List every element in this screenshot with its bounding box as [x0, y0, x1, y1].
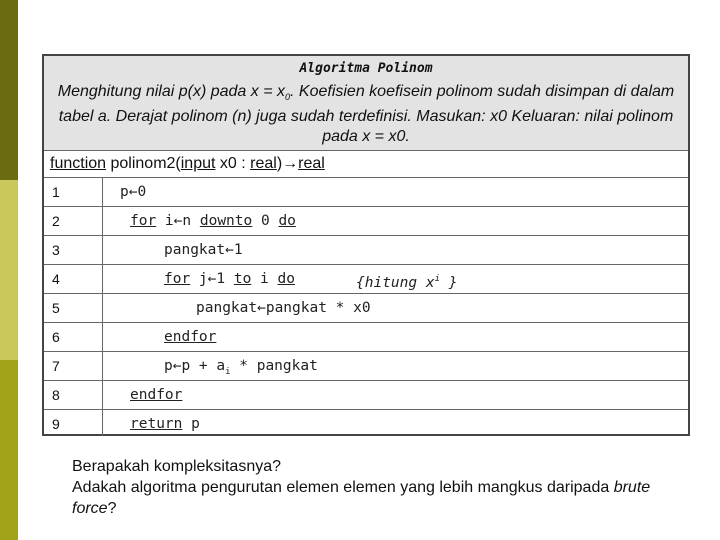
sidebar-block-top — [0, 0, 18, 180]
code-comment — [356, 265, 457, 297]
keyword-to: to — [233, 271, 252, 287]
function-name: polinom2( — [106, 155, 181, 172]
code-row — [44, 410, 688, 439]
code-subscript: i — [225, 366, 231, 377]
keyword-real-return: real — [298, 155, 325, 172]
sidebar-block-bottom — [0, 360, 18, 540]
code-text: pangkat←pangkat * x0 — [196, 300, 371, 316]
param-text: x0 : — [215, 155, 251, 172]
line-number: 3 — [52, 242, 60, 258]
return-arrow: )→ — [276, 155, 299, 172]
code-segment: i — [251, 271, 278, 287]
keyword-input: input — [180, 155, 216, 172]
code-row — [44, 352, 688, 381]
code-segment: i←n — [156, 213, 200, 229]
keyword-for: for — [130, 213, 157, 229]
question-complexity: Berapakah kompleksitasnya? — [72, 458, 282, 475]
line-number: 7 — [52, 358, 60, 374]
line-number: 5 — [52, 300, 60, 316]
code-text — [130, 410, 200, 438]
code-row — [44, 207, 688, 236]
code-text — [164, 265, 295, 293]
code-segment: * pangkat — [230, 358, 318, 374]
code-text: p←0 — [120, 184, 147, 200]
code-segment: j←1 — [190, 271, 234, 287]
sidebar-block-middle — [0, 180, 18, 360]
line-number: 9 — [52, 416, 60, 432]
description-part-1: Menghitung nilai p(x) pada x = x — [57, 83, 285, 100]
question-mark: ? — [107, 500, 117, 517]
keyword-do: do — [278, 213, 296, 229]
keyword-return: return — [130, 416, 183, 432]
code-text: pangkat←1 — [164, 242, 243, 258]
keyword-real-param: real — [250, 155, 277, 172]
code-row — [44, 323, 688, 352]
description-part-2: . Koefisien koefisein polinom sudah disimpan di dalam tabel a. Derajat polinom (n) juga sudah terdefinisi. Masukan: x0 Keluaran: nilai polinom pada x = x0. — [58, 83, 675, 146]
code-segment: p←p + a — [164, 358, 226, 374]
keyword-do: do — [277, 271, 295, 287]
keyword-endfor: endfor — [164, 329, 217, 345]
line-number: 4 — [52, 271, 60, 287]
line-number: 8 — [52, 387, 60, 403]
comment-end: } — [440, 274, 458, 291]
line-number: 1 — [52, 184, 60, 200]
code-row — [44, 236, 688, 265]
code-row — [44, 265, 688, 294]
keyword-endfor: endfor — [130, 387, 183, 403]
comment-text: {hitung x — [356, 274, 435, 291]
algorithm-title: Algoritma Polinom — [299, 61, 433, 76]
code-row — [44, 381, 688, 410]
algorithm-header — [44, 56, 688, 151]
algorithm-description — [46, 82, 686, 147]
function-signature — [44, 150, 688, 178]
slide-sidebar — [0, 0, 18, 540]
question-better-algorithm — [72, 477, 692, 519]
keyword-function: function — [50, 155, 107, 172]
question-emphasis: brute force — [72, 479, 651, 517]
code-text — [130, 207, 296, 235]
code-segment: 0 — [252, 213, 279, 229]
code-row — [44, 178, 688, 207]
keyword-downto: downto — [199, 213, 253, 229]
line-number: 6 — [52, 329, 60, 345]
description-subscript: 0 — [285, 92, 291, 103]
keyword-for: for — [164, 271, 191, 287]
code-segment: p — [182, 416, 200, 432]
code-row — [44, 294, 688, 323]
algorithm-box — [42, 54, 690, 436]
question-text: Adakah algoritma pengurutan elemen elemen yang lebih mangkus daripada — [72, 479, 614, 496]
line-number: 2 — [52, 213, 60, 229]
slide-questions — [72, 456, 692, 519]
comment-superscript: i — [434, 274, 440, 284]
